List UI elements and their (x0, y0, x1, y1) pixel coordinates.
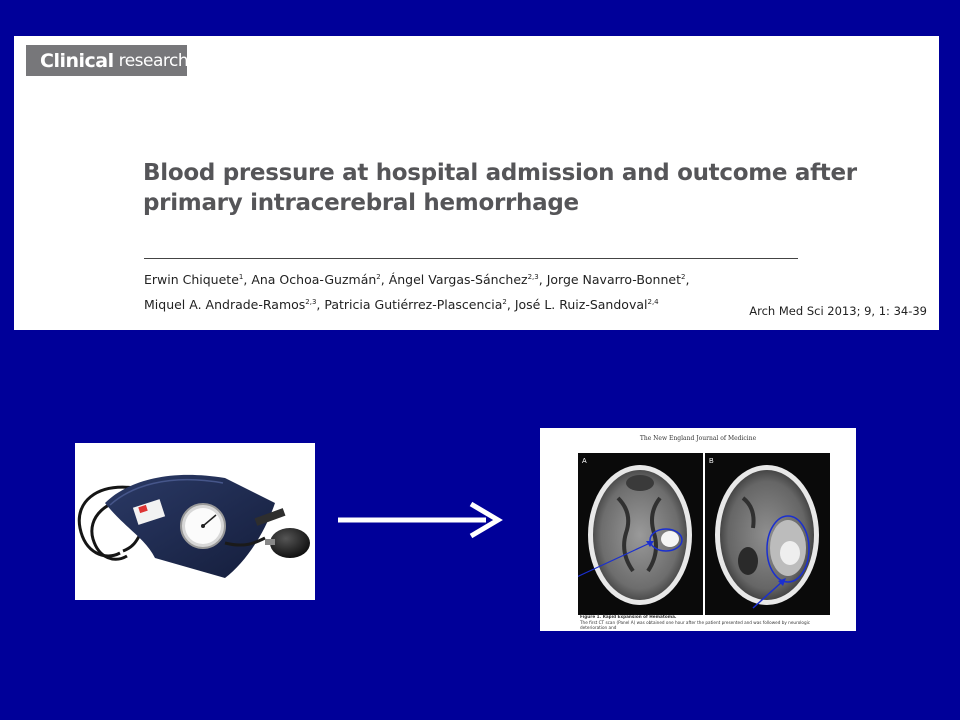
caption-text: The first CT scan (Panel A) was obtained one hour after the patient presented and was followed by neurologic deterioration and (580, 619, 811, 630)
author-list (144, 266, 784, 316)
author-line (144, 291, 784, 316)
citation: Arch Med Sci 2013; 9, 1: 34-39 (749, 304, 927, 318)
author-name: José L. Ruiz-Sandoval (514, 297, 648, 313)
author-name: Jorge Navarro-Bonnet (546, 272, 681, 288)
author-separator: , (538, 272, 547, 288)
section-label-strong: Clinical (40, 49, 114, 72)
author-name: Erwin Chiquete (144, 272, 239, 288)
title-divider (144, 258, 798, 259)
panel-label-b: B (709, 458, 714, 465)
author-affiliation: 2 (502, 298, 507, 307)
section-label-badge (26, 45, 187, 76)
right-arrow-icon (336, 498, 506, 542)
section-label-light: research (118, 50, 189, 71)
figure-caption (580, 614, 830, 631)
author-affiliation: 2 (376, 273, 381, 281)
author-line (144, 266, 784, 291)
article-title (143, 158, 857, 218)
author-affiliation: 2,3 (527, 273, 539, 281)
author-separator: , (685, 272, 690, 288)
title-line: Blood pressure at hospital admission and outcome after (143, 160, 857, 186)
author-name: Ana Ochoa-Guzmán (251, 272, 377, 288)
author-separator: , (506, 297, 515, 313)
caption-title: Figure 1. Rapid Expansion of Hematoma. (580, 614, 677, 619)
author-name: Miquel A. Andrade-Ramos (144, 297, 306, 313)
author-separator: , (316, 297, 325, 313)
author-separator: , (243, 272, 252, 288)
panel-label-a: A (582, 458, 587, 465)
author-affiliation: 2 (681, 273, 686, 281)
author-name: Ángel Vargas-Sánchez (388, 272, 528, 288)
ct-scan-figure (540, 428, 856, 631)
blood-pressure-cuff-photo (75, 443, 315, 600)
author-separator: , (380, 272, 389, 288)
author-affiliation: 2,3 (305, 298, 317, 307)
title-line: primary intracerebral hemorrhage (143, 190, 579, 216)
ct-scan-images (578, 453, 830, 615)
author-name: Patricia Gutiérrez-Plascencia (324, 297, 503, 313)
author-affiliation: 1 (238, 273, 244, 281)
article-header-image (14, 36, 939, 330)
journal-header: The New England Journal of Medicine (639, 435, 757, 442)
author-affiliation: 2,4 (647, 298, 659, 307)
